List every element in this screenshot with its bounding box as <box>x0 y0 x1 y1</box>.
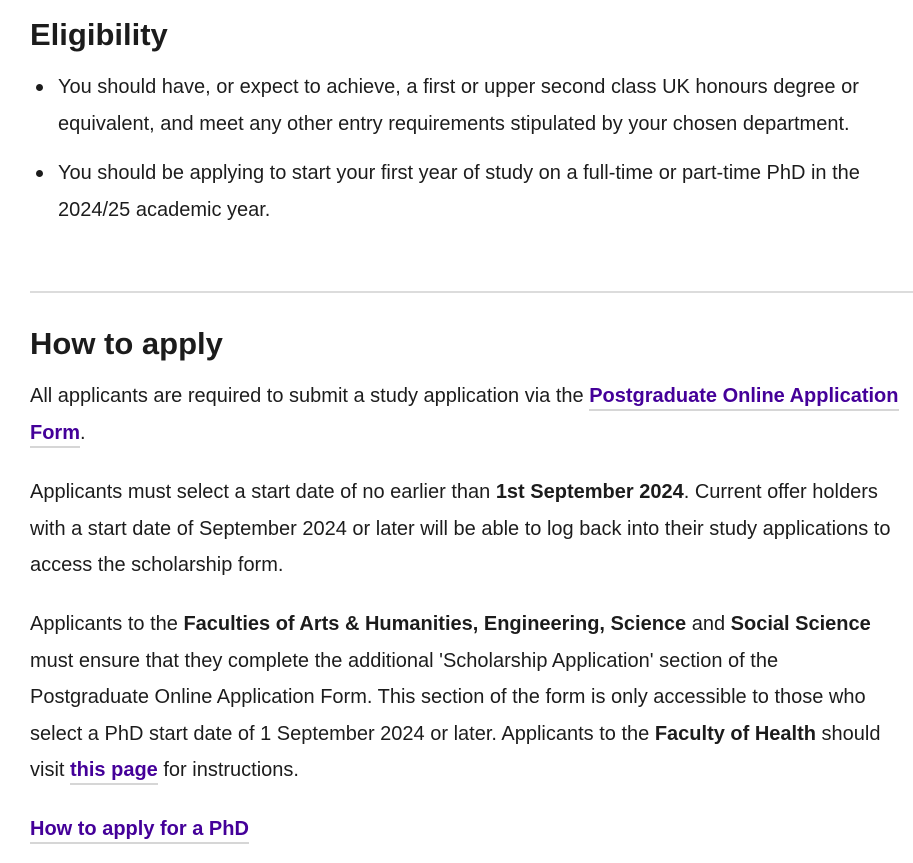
how-to-apply-phd-link[interactable]: How to apply for a PhD <box>30 818 249 844</box>
eligibility-list <box>30 69 910 241</box>
eligibility-item-text: You should have, or expect to achieve, a first or upper second class UK honours degree or equivalent, and meet any other entry requirements stipulated by your chosen department. <box>58 76 859 135</box>
faculties-paragraph <box>30 606 900 789</box>
faculty-of-health-emphasis: Faculty of Health <box>654 722 816 745</box>
paragraph-text: should visit <box>30 722 881 781</box>
section-divider <box>30 291 913 293</box>
paragraph-text: for instructions. <box>157 759 299 781</box>
eligibility-item-text: You should be applying to start your first year of study on a full-time or part-time PhD in the 2024/25 academic year. <box>58 162 860 221</box>
paragraph-text: Applicants must select a start date of no earlier than <box>30 481 496 503</box>
phd-link-paragraph <box>30 811 900 848</box>
application-form-paragraph <box>30 378 900 451</box>
paragraph-text: Applicants to the <box>30 613 184 635</box>
paragraph-text: . <box>80 421 86 444</box>
eligibility-heading: Eligibility <box>30 17 168 52</box>
faculties-emphasis: Faculties of Arts & Humanities, Engineering, Science <box>183 613 687 635</box>
paragraph-text: All applicants are required to submit a study application via the <box>30 385 590 407</box>
this-page-link[interactable]: this page <box>70 759 158 785</box>
bullet-icon <box>36 84 43 91</box>
bullet-icon <box>36 170 43 177</box>
start-date-emphasis: 1st September 2024 <box>495 481 684 503</box>
eligibility-item-start-year <box>30 155 910 228</box>
paragraph-text: and <box>686 613 731 635</box>
postgraduate-application-form-link[interactable]: Postgraduate Online Application Form <box>30 385 899 448</box>
paragraph-text: . Current offer holders with a start date of September 2024 or later will be able to log back into their study applications to access the scholarship form. <box>30 481 891 576</box>
how-to-apply-heading: How to apply <box>30 326 223 361</box>
social-science-emphasis: Social Science <box>730 613 871 635</box>
start-date-paragraph <box>30 474 900 584</box>
paragraph-text: must ensure that they complete the additional 'Scholarship Application' section of the Postgraduate Online Application Form. This section of the form is only accessible to those who select a PhD start date of 1 September 2024 or later. Applicants to the <box>30 649 866 745</box>
eligibility-item-degree <box>30 69 910 142</box>
